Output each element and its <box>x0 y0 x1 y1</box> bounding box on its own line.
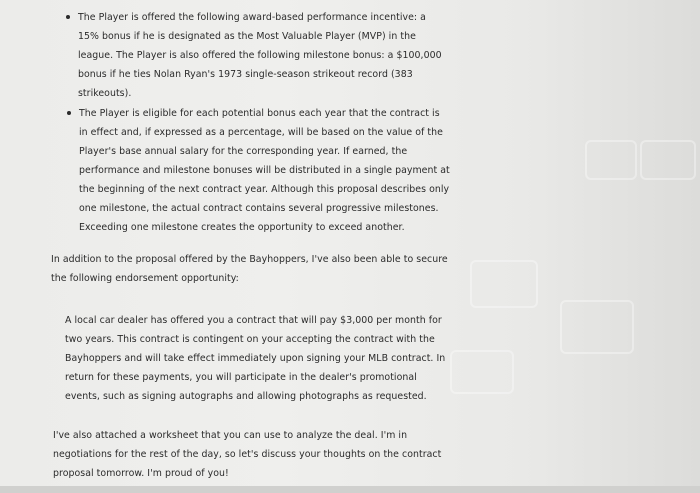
text-line: A local car dealer has offered you a contract that will pay $3,000 per month for <box>65 315 442 326</box>
text-line: bonus if he ties Nolan Ryan's 1973 single-season strikeout record (383 <box>78 69 413 80</box>
text-line: performance and milestone bonuses will be distributed in a single payment at <box>79 165 450 176</box>
text-line: events, such as signing autographs and allowing photographs as requested. <box>65 391 427 402</box>
text-line: Exceeding one milestone creates the opportunity to exceed another. <box>79 222 405 233</box>
bottom-edge <box>0 486 700 493</box>
bullet-dot <box>67 111 71 115</box>
text-line: proposal tomorrow. I'm proud of you! <box>53 468 229 479</box>
text-line: Player's base annual salary for the corresponding year. If earned, the <box>79 146 408 157</box>
screen-glare <box>560 300 634 354</box>
text-line: I've also attached a worksheet that you can use to analyze the deal. I'm in <box>53 430 408 441</box>
screen-glare <box>640 140 696 180</box>
text-line: The Player is offered the following award-based performance incentive: a <box>78 12 426 23</box>
text-line: strikeouts). <box>78 88 132 99</box>
closing-paragraph <box>53 426 463 483</box>
text-line: in effect and, if expressed as a percentage, will be based on the value of the <box>79 127 443 138</box>
text-line: two years. This contract is contingent on your accepting the contract with the <box>65 334 435 345</box>
bullet-item <box>79 104 479 237</box>
text-line: one milestone, the actual contract contains several progressive milestones. <box>79 203 439 214</box>
text-line: The Player is eligible for each potential bonus each year that the contract is <box>79 108 440 119</box>
text-line: negotiations for the rest of the day, so let's discuss your thoughts on the contract <box>53 449 442 460</box>
screen-glare <box>585 140 637 180</box>
bullet-item <box>78 8 478 103</box>
text-line: return for these payments, you will participate in the dealer's promotional <box>65 372 417 383</box>
endorsement-paragraph <box>65 311 465 406</box>
text-line: 15% bonus if he is designated as the Most Valuable Player (MVP) in the <box>78 31 416 42</box>
text-line: the beginning of the next contract year. Although this proposal describes only <box>79 184 450 195</box>
intro-paragraph <box>51 250 471 288</box>
text-line: In addition to the proposal offered by the Bayhoppers, I've also been able to secure <box>51 254 448 265</box>
screen-glare <box>470 260 538 308</box>
text-line: Bayhoppers and will take effect immediately upon signing your MLB contract. In <box>65 353 446 364</box>
text-line: league. The Player is also offered the following milestone bonus: a $100,000 <box>78 50 442 61</box>
text-line: the following endorsement opportunity: <box>51 273 239 284</box>
bullet-dot <box>66 15 70 19</box>
